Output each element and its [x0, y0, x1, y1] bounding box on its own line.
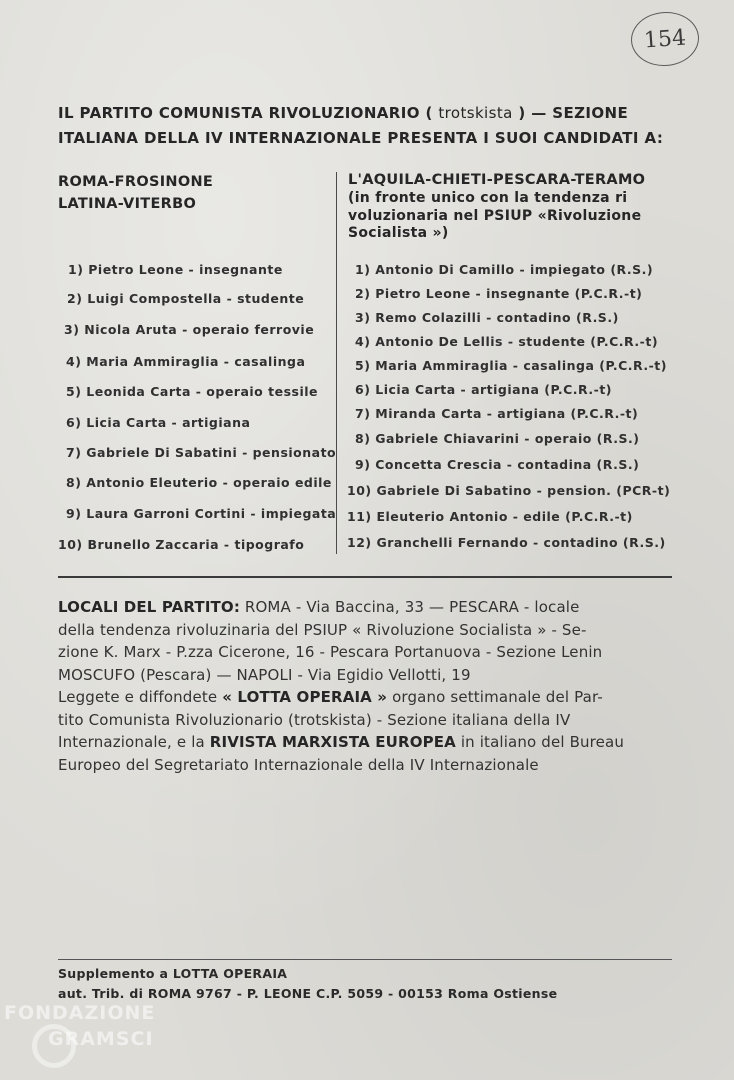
heading-line-1: IL PARTITO COMUNISTA RIVOLUZIONARIO ( trotskista ) — SEZIONE	[58, 104, 629, 122]
watermark-line-2: GRAMSCI	[48, 1028, 154, 1050]
list-item: 4) Antonio De Lellis - studente (P.C.R.-t)	[355, 334, 659, 349]
left-title-line-2: LATINA-VITERBO	[58, 196, 197, 212]
right-title-line-1: L'AQUILA-CHIETI-PESCARA-TERAMO	[348, 172, 646, 188]
list-item: 6) Licia Carta - artigiana (P.C.R.-t)	[355, 382, 613, 397]
list-item: 1) Pietro Leone - insegnante	[68, 262, 283, 277]
list-item: 3) Nicola Aruta - operaio ferrovie	[64, 322, 315, 337]
list-item: 11) Eleuterio Antonio - edile (P.C.R.-t)	[347, 509, 633, 524]
locali-line-2: della tendenza rivoluzinaria del PSIUP « Rivoluzione Socialista » - Se-	[58, 620, 587, 639]
list-item: 12) Granchelli Fernando - contadino (R.S.)	[347, 535, 666, 550]
list-item: 4) Maria Ammiraglia - casalinga	[66, 354, 306, 369]
list-item: 8) Gabriele Chiavarini - operaio (R.S.)	[355, 431, 640, 446]
list-item: 9) Concetta Crescia - contadina (R.S.)	[355, 457, 640, 472]
list-item: 6) Licia Carta - artigiana	[66, 415, 251, 430]
right-title-line-4: Socialista »)	[348, 225, 449, 241]
left-constituency-title	[58, 171, 318, 215]
list-item: 7) Miranda Carta - artigiana (P.C.R.-t)	[355, 406, 639, 421]
footer-line-2: aut. Trib. di ROMA 9767 - P. LEONE C.P. 5059 - 00153 Roma Ostiense	[58, 986, 558, 1001]
right-constituency-title	[348, 170, 678, 243]
list-item: 1) Antonio Di Camillo - impiegato (R.S.)	[355, 262, 654, 277]
list-item: 7) Gabriele Di Sabatini - pensionato	[66, 445, 337, 460]
party-info	[58, 596, 678, 776]
heading-line-2: ITALIANA DELLA IV INTERNAZIONALE PRESENTA I SUOI CANDIDATI A:	[58, 129, 664, 147]
column-divider	[336, 172, 337, 554]
promo-line-3: Internazionale, e la RIVISTA MARXISTA EUROPEA in italiano del Bureau	[58, 733, 625, 751]
right-title-line-2: (in fronte unico con la tendenza ri	[348, 190, 628, 206]
right-title-line-3: voluzionaria nel PSIUP «Rivoluzione	[348, 207, 642, 224]
section-divider	[58, 576, 672, 578]
main-heading	[58, 101, 678, 151]
list-item: 10) Gabriele Di Sabatino - pension. (PCR-t)	[347, 483, 671, 498]
promo-line-2: tito Comunista Rivoluzionario (trotskista) - Sezione italiana della IV	[58, 710, 571, 729]
list-item: 9) Laura Garroni Cortini - impiegata	[66, 506, 337, 521]
footer-line-1: Supplemento a LOTTA OPERAIA	[58, 966, 288, 981]
page-number-stamp	[629, 10, 701, 69]
list-item: 10) Brunello Zaccaria - tipografo	[58, 537, 305, 552]
list-item: 8) Antonio Eleuterio - operaio edile	[66, 475, 332, 490]
watermark-line-1: FONDAZIONE	[4, 1002, 156, 1024]
list-item: 2) Pietro Leone - insegnante (P.C.R.-t)	[355, 286, 643, 301]
locali-line-1: LOCALI DEL PARTITO: ROMA - Via Baccina, 33 — PESCARA - locale	[58, 598, 580, 616]
watermark-logo	[4, 996, 204, 1076]
footer-divider	[58, 959, 672, 960]
list-item: 5) Maria Ammiraglia - casalinga (P.C.R.-t)	[355, 358, 667, 373]
list-item: 2) Luigi Compostella - studente	[67, 291, 305, 306]
locali-line-3: zione K. Marx - P.zza Cicerone, 16 - Pescara Portanuova - Sezione Lenin	[58, 643, 603, 661]
locali-label: LOCALI DEL PARTITO:	[58, 598, 240, 616]
page-number: 154	[643, 25, 687, 53]
promo-line-1: Leggete e diffondete « LOTTA OPERAIA » organo settimanale del Par-	[58, 688, 603, 706]
locali-line-4: MOSCUFO (Pescara) — NAPOLI - Via Egidio Vellotti, 19	[58, 665, 471, 684]
promo-line-4: Europeo del Segretariato Internazionale della IV Internazionale	[58, 755, 539, 774]
left-title-line-1: ROMA-FROSINONE	[58, 174, 214, 190]
list-item: 5) Leonida Carta - operaio tessile	[66, 384, 319, 399]
list-item: 3) Remo Colazilli - contadino (R.S.)	[355, 310, 619, 325]
